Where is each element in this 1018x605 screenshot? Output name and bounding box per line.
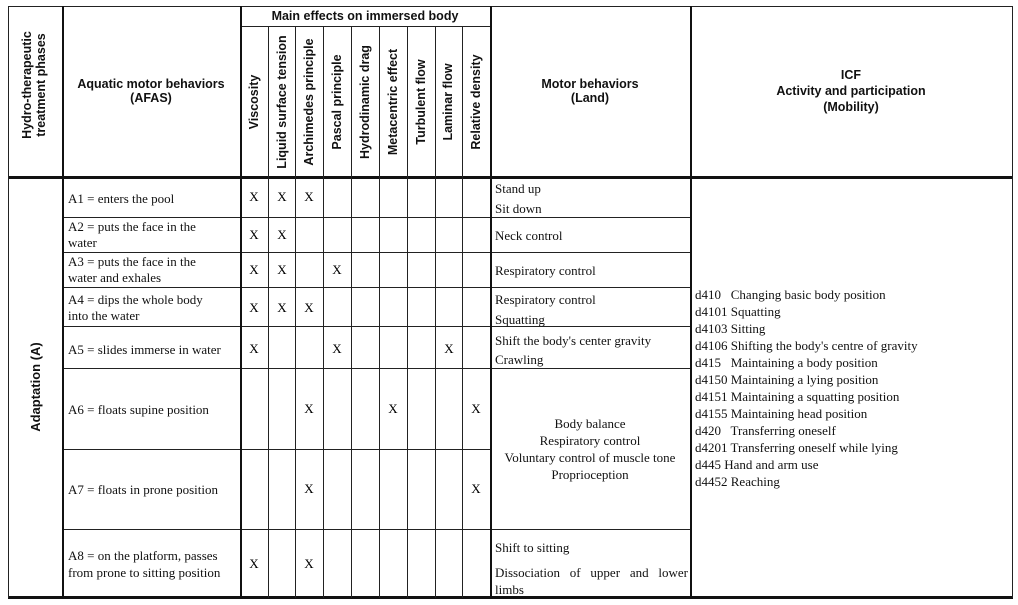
effect-mark: X: [249, 262, 259, 277]
icf-code: d4150 Maintaining a lying position: [695, 372, 879, 387]
land-text: Respiratory control: [539, 433, 641, 448]
land-cell-a3: [495, 262, 596, 279]
header-phases: [20, 20, 48, 150]
afas-text: A3 = puts the face in the: [68, 254, 196, 269]
header-afas: [62, 6, 240, 176]
afas-cell-a8: [68, 547, 220, 581]
land-text: Proprioception: [551, 467, 629, 482]
afas-text: A5 = slides immerse in water: [68, 342, 221, 357]
header-phases-line1: Hydro-therapeutic: [20, 31, 34, 139]
afas-text: into the water: [68, 308, 140, 323]
land-text: Stand up: [495, 181, 541, 196]
icf-code: d4201 Transferring oneself while lying: [695, 440, 898, 455]
effect-mark: X: [249, 189, 259, 204]
header-icf-line1: ICF: [840, 68, 862, 82]
header-effect-pascal: Pascal principle: [330, 54, 344, 150]
afas-text: from prone to sitting position: [68, 565, 221, 580]
icf-code: d415 Maintaining a body position: [695, 355, 878, 370]
land-text: Shift the body's center gravity: [495, 333, 652, 348]
header-effect-density: Relative density: [469, 54, 483, 150]
header-icf-line2: Activity and participation: [776, 84, 926, 98]
effect-mark: X: [277, 262, 287, 277]
afas-text: A2 = puts the face in the: [68, 219, 196, 234]
land-text: Shift to sitting: [495, 540, 570, 555]
effect-mark: X: [277, 227, 287, 242]
land-text: Respiratory control: [495, 263, 596, 278]
icf-code: d4155 Maintaining head position: [695, 406, 868, 421]
land-text: Voluntary control of muscle tone: [504, 450, 676, 465]
header-afas-line1: Aquatic motor behaviors: [77, 77, 225, 91]
effect-mark: X: [277, 300, 287, 315]
land-text: Squatting: [495, 312, 545, 327]
land-cell-a8: [495, 539, 688, 598]
land-text: Sit down: [495, 201, 542, 216]
land-text: Dissociation of upper and lower: [495, 565, 688, 580]
effect-mark: X: [332, 341, 342, 356]
header-effect-metacentric: Metacentric effect: [386, 48, 400, 156]
icf-code: d4106 Shifting the body's centre of gravity: [695, 338, 918, 353]
afas-text: water: [68, 235, 97, 250]
header-afas-line2: (AFAS): [130, 91, 172, 105]
afas-text: A8 = on the platform, passes: [68, 548, 218, 563]
afas-cell-a5: [68, 341, 221, 358]
land-cell-a2: [495, 227, 563, 244]
header-effect-drag: Hydrodinamic drag: [358, 45, 372, 159]
afas-cell-a2: [68, 219, 196, 251]
afas-text: A1 = enters the pool: [68, 191, 175, 206]
effect-mark: X: [471, 401, 481, 416]
land-cell-a4: [495, 290, 596, 330]
afas-text: A6 = floats supine position: [68, 402, 209, 417]
header-effect-viscosity: Viscosity: [247, 74, 261, 130]
icf-code: d4101 Squatting: [695, 304, 781, 319]
afas-cell-a7: [68, 481, 218, 498]
icf-code: d410 Changing basic body position: [695, 287, 886, 302]
header-land: [490, 6, 690, 176]
header-phases-line2: treatment phases: [34, 33, 48, 137]
land-text: Body balance: [554, 416, 626, 431]
land-text: limbs: [495, 582, 524, 597]
afas-text: water and exhales: [68, 270, 162, 285]
effect-mark: X: [304, 556, 314, 571]
icf-code: d420 Transferring oneself: [695, 423, 836, 438]
land-cell-a1: [495, 179, 542, 219]
afas-cell-a1: [68, 190, 174, 207]
effect-mark: X: [249, 341, 259, 356]
afas-text: A4 = dips the whole body: [68, 292, 203, 307]
effect-mark: X: [304, 300, 314, 315]
afas-cell-a4: [68, 292, 203, 324]
effect-mark: X: [304, 481, 314, 496]
effect-mark: X: [304, 401, 314, 416]
effect-mark: X: [388, 401, 398, 416]
effect-mark: X: [277, 189, 287, 204]
land-cell-a5: [495, 331, 651, 369]
effect-mark: X: [304, 189, 314, 204]
icf-code: d4103 Sitting: [695, 321, 766, 336]
icf-codes: [695, 286, 918, 490]
effect-mark: X: [471, 481, 481, 496]
effect-mark: X: [249, 227, 259, 242]
header-land-line2: (Land): [570, 91, 610, 105]
land-text: Respiratory control: [495, 292, 596, 307]
land-text: Crawling: [495, 352, 544, 367]
afas-cell-a6: [68, 401, 209, 418]
header-icf: [690, 6, 1012, 176]
header-effect-archimedes: Archimedes principle: [302, 38, 316, 166]
header-effect-laminar: Laminar flow: [441, 63, 455, 141]
header-effects-title: Main effects on immersed body: [271, 9, 459, 23]
land-cell-merged: [490, 369, 690, 529]
icf-code: d4452 Reaching: [695, 474, 780, 489]
icf-code: d4151 Maintaining a squatting position: [695, 389, 900, 404]
header-land-line1: Motor behaviors: [541, 77, 639, 91]
effect-mark: X: [332, 262, 342, 277]
effect-mark: X: [444, 341, 454, 356]
header-effect-surface-tension: Liquid surface tension: [275, 35, 289, 169]
header-effect-turbulent: Turbulent flow: [414, 59, 428, 145]
phase-label: Adaptation (A): [28, 342, 43, 432]
header-icf-line3: (Mobility): [823, 100, 879, 114]
land-text: Neck control: [495, 228, 563, 243]
effect-mark: X: [249, 556, 259, 571]
effect-mark: X: [249, 300, 259, 315]
afas-text: A7 = floats in prone position: [68, 482, 218, 497]
icf-code: d445 Hand and arm use: [695, 457, 819, 472]
afas-cell-a3: [68, 254, 196, 286]
